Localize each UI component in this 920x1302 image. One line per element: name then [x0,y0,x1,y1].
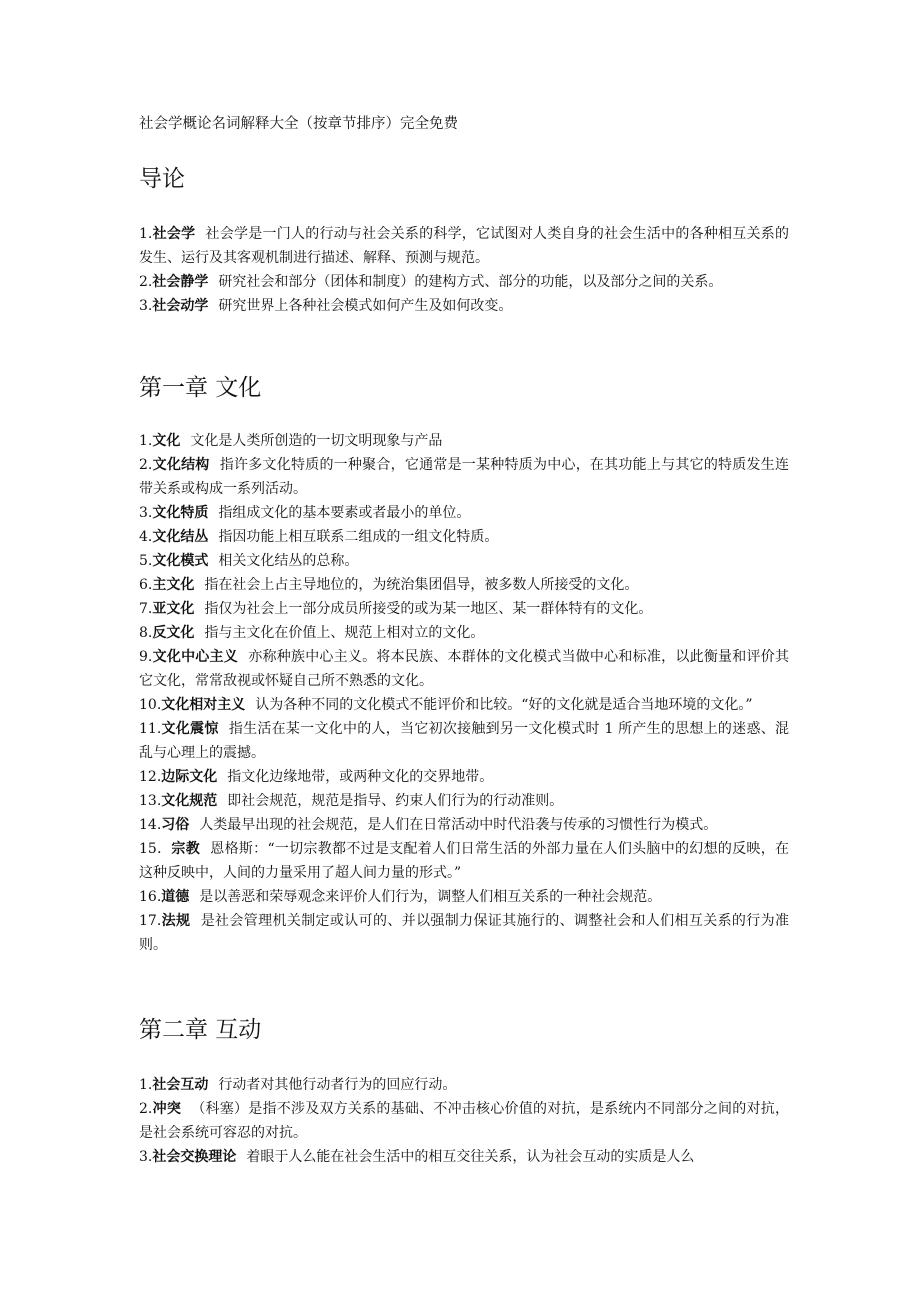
entry-term: 文化结构 [152,457,210,473]
entry-number: 2. [139,274,153,290]
entry-definition: 是社会管理机关制定或认可的、并以强制力保证其施行的、调整社会和人们相互关系的行为准则。 [139,913,790,953]
entry-number: 13. [139,793,162,809]
term-entry [139,789,789,813]
entry-definition: 指在社会上占主导地位的，为统治集团倡导，被多数人所接受的文化。 [204,577,639,593]
term-entry [139,693,789,717]
entry-term: 社会交换理论 [152,1149,237,1165]
entry-number: 17. [139,913,162,929]
entry-definition: 指组成文化的基本要素或者最小的单位。 [218,505,471,521]
entry-term: 文化特质 [152,505,209,521]
entry-term: 文化震惊 [161,721,219,737]
entry-number: 12. [139,769,162,785]
entry-term: 习俗 [161,817,190,833]
term-entry [139,765,789,789]
term-entry [139,270,789,294]
entry-number: 3. [139,505,153,521]
term-entry [139,222,789,270]
term-entry [139,813,789,837]
term-entry [139,525,789,549]
term-entry [139,573,789,597]
entry-definition: 是以善恶和荣辱观念来评价人们行为，调整人们相互关系的一种社会规范。 [199,889,662,905]
term-entry [139,885,789,909]
entry-number: 3. [139,1149,153,1165]
entry-definition: 文化是人类所创造的一切文明现象与产品 [190,433,443,449]
entry-definition: 研究世界上各种社会模式如何产生及如何改变。 [218,298,513,314]
entry-term: 反文化 [152,625,195,641]
term-entry [139,294,789,318]
entry-term: 文化相对主义 [161,697,246,713]
entry-definition: 研究社会和部分（团体和制度）的建构方式、部分的功能，以及部分之间的关系。 [218,274,723,290]
entry-definition: 指生活在某一文化中的人，当它初次接触到另一文化模式时 1 所产生的思想上的迷惑、混乱与心理上的震撼。 [139,721,789,761]
term-entry [139,549,789,573]
entry-definition: 相关文化结丛的总称。 [218,553,359,569]
entry-number: 2. [139,1101,153,1117]
entry-number: 16. [139,889,162,905]
section-heading: 第一章 文化 [139,375,262,401]
entry-definition: 亦称种族中心主义。将本民族、本群体的文化模式当做中心和标准，以此衡量和评价其它文化，常常敌视或怀疑自己所不熟悉的文化。 [139,649,789,689]
entry-term: 主文化 [152,577,195,593]
entry-number: 5. [139,553,153,569]
entry-definition: 着眼于人么能在社会生活中的相互交往关系，认为社会互动的实质是人么 [246,1149,695,1165]
entry-term: 社会互动 [152,1077,209,1093]
section-heading: 导论 [139,166,185,192]
entry-term: 社会动学 [152,298,209,314]
entry-definition: 指文化边缘地带，或两种文化的交界地带。 [227,769,494,785]
entry-number: 1. [139,1077,153,1093]
entry-term: 文化模式 [152,553,209,569]
entry-term: 亚文化 [152,601,195,617]
entry-term: 冲突 [152,1101,182,1117]
entry-term: 文化中心主义 [152,649,239,665]
entry-term: 边际文化 [161,769,218,785]
term-entry [139,597,789,621]
entry-definition: 指许多文化特质的一种聚合，它通常是一某种特质为中心，在其功能上与其它的特质发生连带关系或构成一系列活动。 [139,457,790,497]
entry-term: 社会静学 [152,274,209,290]
entry-number: 1. [139,226,153,242]
entry-number: 6. [139,577,153,593]
entry-number: 9. [139,649,153,665]
entry-number: 2. [139,457,153,473]
entry-definition: 即社会规范，规范是指导、约束人们行为的行动准则。 [227,793,564,809]
term-entry [139,453,789,501]
entry-definition: 指因功能上相互联系二组成的一组文化特质。 [218,529,499,545]
entry-definition: 认为各种不同的文化模式不能评价和比较。“好的文化就是适合当地环境的文化。” [255,697,753,713]
term-entry [139,909,789,957]
entry-term: 文化规范 [161,793,218,809]
term-list [139,429,789,957]
entry-term: 宗教 [171,841,200,857]
entry-definition: 社会学是一门人的行动与社会关系的科学，它试图对人类自身的社会生活中的各种相互关系的发生、运行及其客观机制进行描述、解释、预测与规范。 [139,226,790,266]
section-chapter-1-culture [139,373,789,957]
term-entry [139,1073,789,1097]
section-heading: 第二章 互动 [139,1017,262,1043]
section-chapter-2-interaction [139,1015,789,1169]
entry-term: 道德 [161,889,190,905]
entry-definition: 恩格斯：“一切宗教都不过是支配着人们日常生活的外部力量在人们头脑中的幻想的反映，在这种反映中，人间的力量采用了超人间力量的形式。” [139,841,790,881]
entry-term: 文化 [152,433,181,449]
term-entry [139,429,789,453]
term-entry [139,837,789,885]
entry-term: 社会学 [152,226,196,242]
entry-definition: 指与主文化在价值上、规范上相对立的文化。 [204,625,485,641]
entry-term: 法规 [161,913,191,929]
term-list [139,1073,789,1169]
entry-number: 8. [139,625,153,641]
term-entry [139,645,789,693]
entry-number: 10. [139,697,162,713]
term-entry [139,501,789,525]
term-list [139,222,789,318]
section-introduction [139,164,789,318]
term-entry [139,1097,789,1145]
document-title: 社会学概论名词解释大全（按章节排序）完全免费 [139,116,458,132]
entry-number: 4. [139,529,153,545]
entry-term: 文化结丛 [152,529,209,545]
entry-number: 14. [139,817,162,833]
entry-number: 1. [139,433,153,449]
entry-definition: 人类最早出现的社会规范，是人们在日常活动中时代沿袭与传承的习惯性行为模式。 [199,817,718,833]
entry-number: 7. [139,601,153,617]
entry-number: 11. [139,721,162,737]
term-entry [139,1145,789,1169]
entry-definition: （科塞）是指不涉及双方关系的基础、不冲击核心价值的对抗，是系统内不同部分之间的对抗，是社会系统可容忍的对抗。 [139,1101,790,1141]
entry-definition: 行动者对其他行动者行为的回应行动。 [218,1077,457,1093]
term-entry [139,621,789,645]
term-entry [139,717,789,765]
entry-number: 15． [139,841,172,857]
entry-definition: 指仅为社会上一部分成员所接受的或为某一地区、某一群体特有的文化。 [204,601,653,617]
entry-number: 3. [139,298,153,314]
